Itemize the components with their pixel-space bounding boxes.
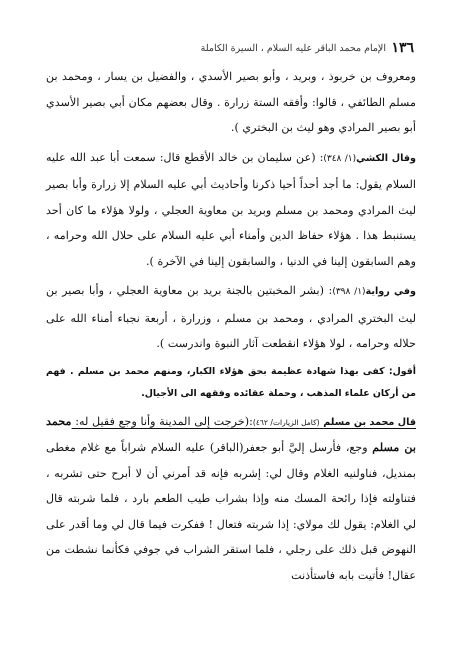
paragraph-5-intro: :(خرجت إلى المدينة وأنا وجع فقيل له: (71, 414, 253, 428)
paragraph-5 (46, 409, 416, 589)
source-label-riwaya: وفي رواية (365, 286, 416, 297)
paragraph-3 (46, 278, 416, 357)
source-label-muslim: قال محمد بن مسلم (323, 416, 417, 428)
page-number: ١٣٦ (391, 40, 414, 56)
paragraph-5-text: وجع، فأرسل إليَّ أبو جعفر(الباقر) عليه السلام شراباً مع غلام مغطى بمنديل، فناولنيه الغلام وقال لي: إشربه فإنه قد أمرني أن لا أبرح حتى تشربه ، فتناولته فإذا رائحة المسك منه وإذا بشراب طيب الطعم بارد ، فلما شربته قال لي الغلام: يقول لك مولاي: إذا شربته فتعال ! ففكرت فيما قال لي وما أقدر على النهوض قبل ذلك على رجلي ، فلما استقر الشراب في جوفي فكأنما نشطت من عقال! فأتيت بابه فاستأذنت (46, 441, 416, 582)
paragraph-1: ومعروف بن خربوذ ، وبريد ، وأبو بصير الأسدي ، والفضيل بن يسار ، ومحمد بن مسلم الطائفي ، قالوا: وأفقه الستة زرارة . وقال بعضهم مكان أبي بصير الأسدي أبو بصير المرادي وهو ليث بن البختري ). (46, 70, 416, 134)
citation-ref: (١/ ٣٤٨) (323, 153, 357, 164)
highlight-name: محمد بن مسلم (46, 413, 416, 454)
paragraph-2 (46, 145, 416, 275)
paragraph-2-text: : (عن سليمان بن خالد الأقطع قال: سمعت أبا عبد الله عليه السلام يقول: ما أجد أحداً أحيا ذكرنا وأحاديث أبي عليه السلام إلا زرارة وأبا بصير ليث المرادي ومحمد بن مسلم وبريد بن معاوية العجلي ، ولولا هؤلاء ما كان أحد يستنبط هذا . هؤلاء حفاظ الدين وأمناء أبي عليه السلام على حلال الله وحرامه ، وهم السابقون إلينا في الدنيا ، والسابقون إلينا في الآخرة ). (46, 150, 416, 268)
running-header (0, 40, 468, 62)
underlined-heading (72, 415, 416, 428)
author-comment: أقول: كفى بهذا شهادة عظيمة بحق هؤلاء الكبار، ومنهم محمد بن مسلم . فهم من أركان علماء المذهب ، وحملة عقائده وفقهه الى الأجيال. (46, 365, 416, 399)
citation-ref: (١/ ٣٩٨) (332, 287, 366, 297)
source-label-kashshi: وقال الكشي (356, 152, 416, 164)
paragraph-3-text: : (بشر المخبتين بالجنة بريد بن معاوية العجلي ، وأبا بصير بن ليث البختري المرادي ، ومحمد بن مسلم ، وزرارة ، أربعة نجباء أمناء الله على حلاله وحرامه ، لولا هؤلاء انقطعت آثار النبوة واندرست ). (46, 284, 416, 350)
running-header-title: الإمام محمد الباقر عليه السلام ، السيرة الكاملة (200, 43, 386, 54)
page-body (46, 64, 416, 588)
citation-ref: (كامل الزيارات/ ٤٦٢) (252, 417, 320, 427)
